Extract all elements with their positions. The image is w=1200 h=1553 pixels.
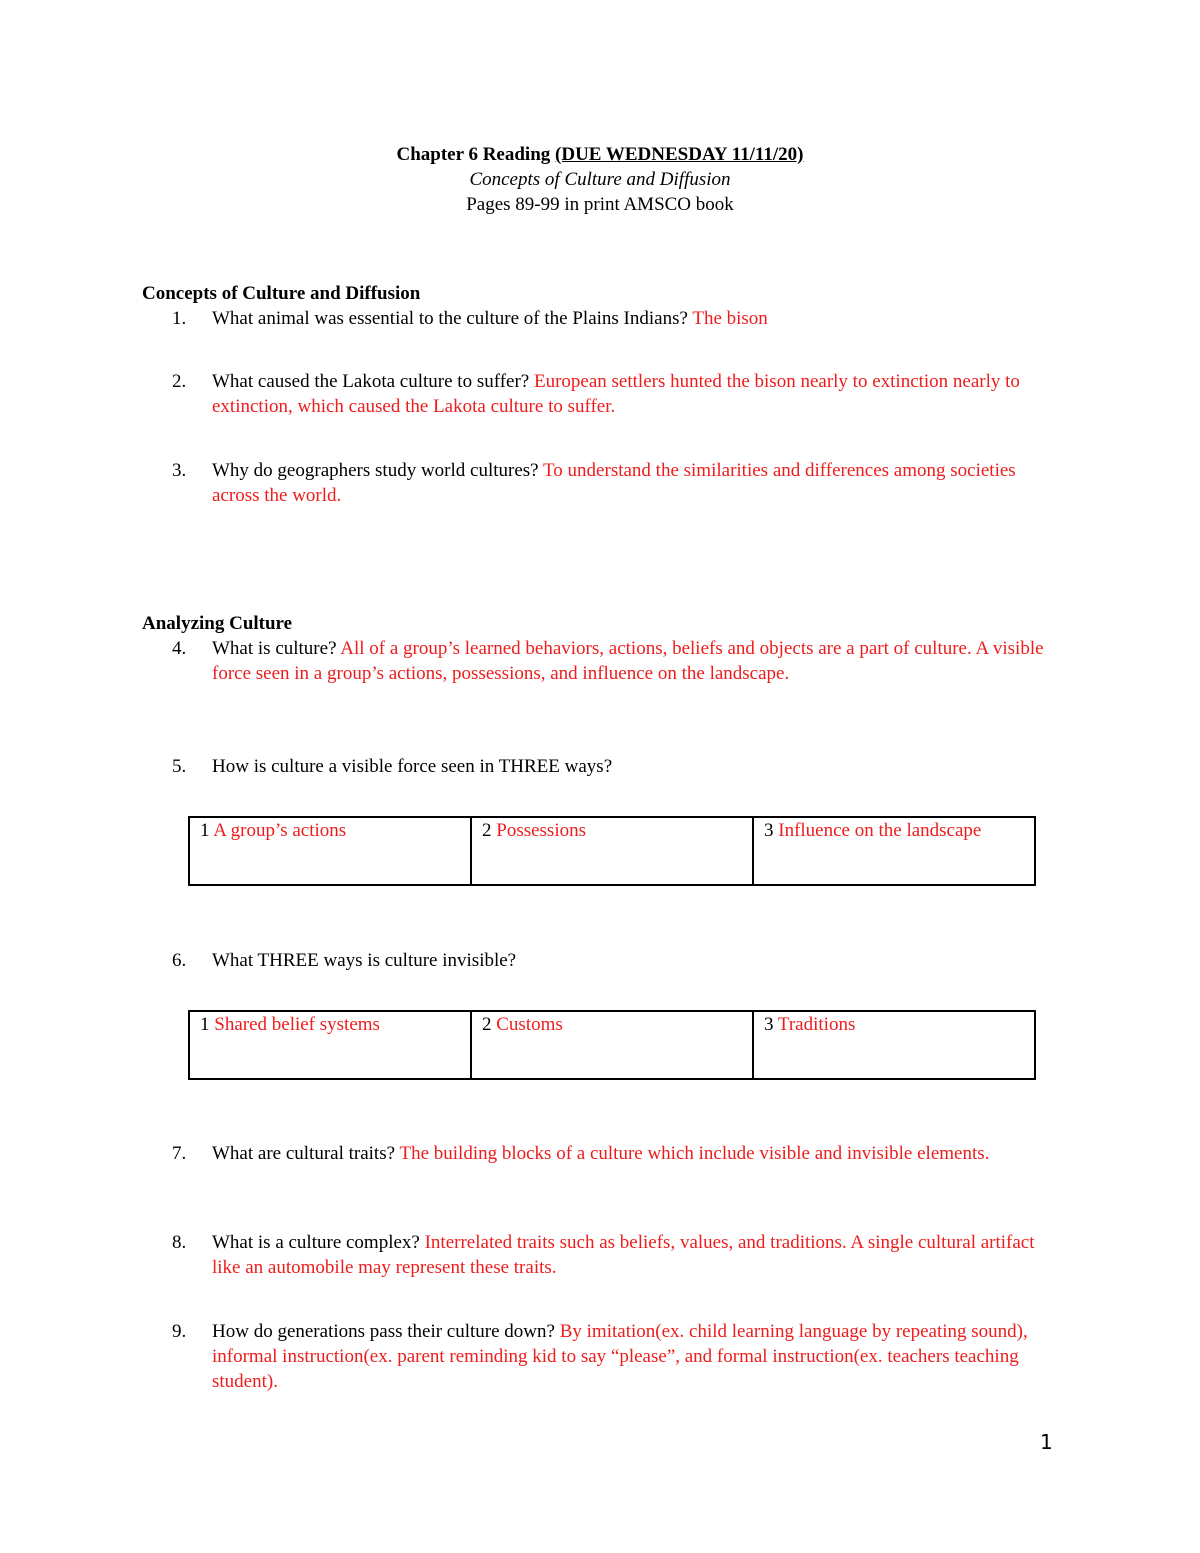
page-subtitle: Concepts of Culture and Diffusion — [469, 169, 731, 190]
cell-number: 1 — [200, 820, 210, 841]
cell-number: 3 — [764, 820, 774, 841]
page-number: 1 — [1040, 1430, 1053, 1454]
answer-text: European settlers hunted the bison nearly to extinction nearly to extinction, which caused the Lakota culture to suffer. — [212, 371, 1020, 417]
table-cell — [753, 817, 1035, 885]
question-text: What THREE ways is culture invisible? — [212, 950, 517, 971]
page-title — [0, 142, 1200, 167]
table-row — [189, 817, 1035, 885]
question-2 — [172, 369, 1062, 419]
section-heading-concepts: Concepts of Culture and Diffusion — [142, 283, 421, 304]
answer-text: Influence on the landscape — [778, 820, 982, 841]
answer-text: Shared belief systems — [214, 1014, 380, 1035]
question-number: 2. — [172, 371, 187, 392]
question-text: What is a culture complex? — [212, 1232, 420, 1253]
table-cell — [471, 817, 753, 885]
question-text: How is culture a visible force seen in THREE ways? — [212, 756, 613, 777]
question-text: What is culture? — [212, 638, 337, 659]
page-reference: Pages 89-99 in print AMSCO book — [466, 194, 734, 215]
question-text: How do generations pass their culture down? — [212, 1321, 555, 1342]
table-cell — [189, 817, 471, 885]
answer-text: The bison — [692, 308, 768, 329]
question-9 — [172, 1319, 1062, 1394]
table-cell — [471, 1011, 753, 1079]
question-6 — [172, 948, 1062, 973]
question-number: 9. — [172, 1321, 187, 1342]
question-text: What animal was essential to the culture of the Plains Indians? — [212, 308, 688, 329]
table-cell — [753, 1011, 1035, 1079]
answer-text: By imitation(ex. child learning language by repeating sound), informal instruction(ex. parent reminding kid to say “please”, and formal instruction(ex. teachers teaching student). — [212, 1321, 1028, 1392]
visible-culture-table — [188, 816, 1036, 886]
question-number: 3. — [172, 460, 187, 481]
table-cell — [189, 1011, 471, 1079]
question-8 — [172, 1230, 1062, 1280]
question-number: 8. — [172, 1232, 187, 1253]
answer-text: All of a group’s learned behaviors, actions, beliefs and objects are a part of culture. A visible force seen in a group’s actions, possessions, and influence on the landscape. — [212, 638, 1044, 684]
document-header — [0, 142, 1200, 217]
due-date: (DUE WEDNESDAY 11/11/20) — [555, 144, 804, 165]
answer-text: Customs — [496, 1014, 563, 1035]
question-number: 5. — [172, 756, 187, 777]
question-5 — [172, 754, 1062, 779]
invisible-culture-table — [188, 1010, 1036, 1080]
question-number: 6. — [172, 950, 187, 971]
question-4 — [172, 636, 1062, 686]
question-1 — [172, 306, 1062, 331]
answer-text: To understand the similarities and differences among societies across the world. — [212, 460, 1016, 506]
answer-text: The building blocks of a culture which include visible and invisible elements. — [399, 1143, 990, 1164]
question-text: What are cultural traits? — [212, 1143, 396, 1164]
cell-number: 1 — [200, 1014, 210, 1035]
question-number: 1. — [172, 308, 187, 329]
question-text: Why do geographers study world cultures? — [212, 460, 539, 481]
question-number: 4. — [172, 638, 187, 659]
answer-text: A group’s actions — [213, 820, 347, 841]
cell-number: 2 — [482, 820, 492, 841]
section-heading-analyzing: Analyzing Culture — [142, 613, 293, 634]
question-3 — [172, 458, 1062, 508]
answer-text: Traditions — [777, 1014, 856, 1035]
cell-number: 2 — [482, 1014, 492, 1035]
question-7 — [172, 1141, 1062, 1166]
table-row — [189, 1011, 1035, 1079]
answer-text: Possessions — [496, 820, 586, 841]
answer-text: Interrelated traits such as beliefs, values, and traditions. A single cultural artifact like an automobile may represent these traits. — [212, 1232, 1035, 1278]
question-text: What caused the Lakota culture to suffer? — [212, 371, 530, 392]
title-text: Chapter 6 Reading — [396, 144, 551, 165]
cell-number: 3 — [764, 1014, 774, 1035]
question-number: 7. — [172, 1143, 187, 1164]
